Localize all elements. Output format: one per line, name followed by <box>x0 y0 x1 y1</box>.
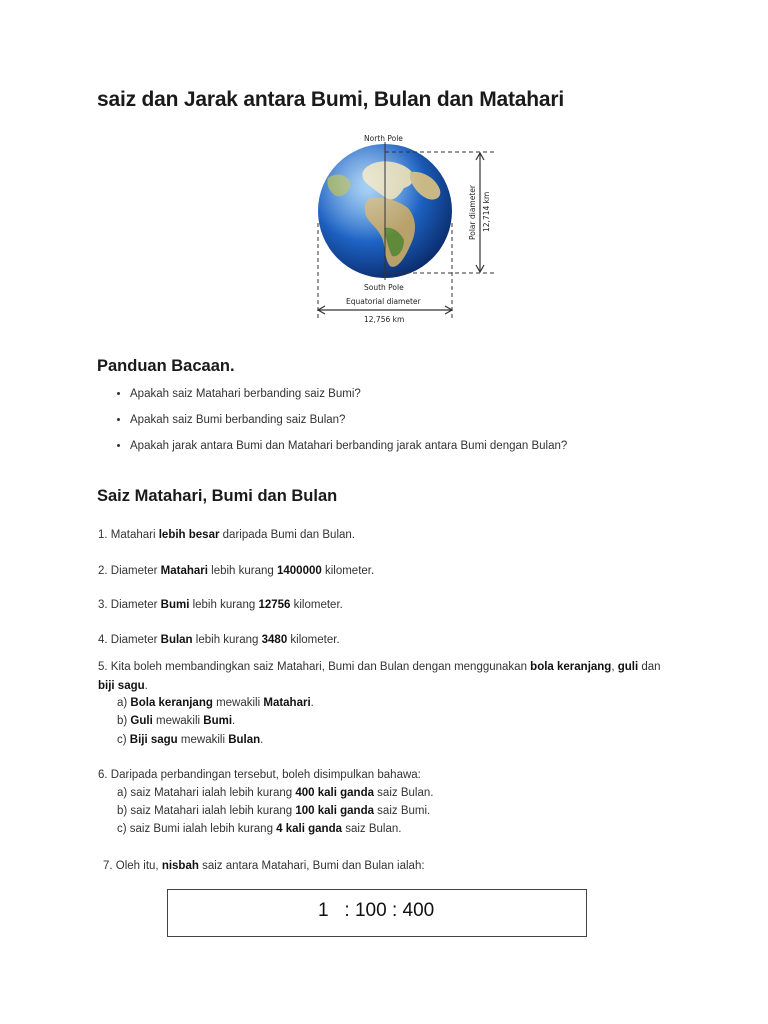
bold-text: Bumi <box>160 599 190 611</box>
equatorial-label: Equatorial diameter <box>346 297 421 306</box>
bold-text: 400 kali ganda <box>295 787 374 799</box>
polar-value: 12,714 km <box>482 191 491 232</box>
list-item: • Apakah saiz Matahari berbanding saiz Bumi? <box>130 388 712 400</box>
paragraph-5a <box>117 697 314 709</box>
ratio-text: 1 : 100 : 400 <box>318 900 435 921</box>
bold-text: lebih besar <box>158 529 220 541</box>
text: b) saiz Matahari ialah lebih kurang <box>117 805 296 817</box>
text: . <box>232 715 236 727</box>
paragraph-5-cont <box>98 680 148 692</box>
paragraph-5c <box>117 734 263 746</box>
ratio-box <box>167 889 587 937</box>
bold-text: Bumi <box>203 715 233 727</box>
text: kilometer. <box>287 634 340 646</box>
bold-text: biji sagu <box>98 680 145 692</box>
text: a) <box>117 697 131 709</box>
paragraph-5b <box>117 715 235 727</box>
bold-text: Bola keranjang <box>130 697 213 709</box>
paragraph-6b <box>117 805 430 817</box>
bold-text: Matahari <box>263 697 311 709</box>
text: , <box>611 661 618 673</box>
text: dan <box>638 661 661 673</box>
bold-text: bola keranjang <box>530 661 612 673</box>
text: 4. Diameter <box>98 634 161 646</box>
text: c) <box>117 734 130 746</box>
bold-text: 100 kali ganda <box>295 805 374 817</box>
south-pole-label: South Pole <box>364 283 404 292</box>
bold-text: 3480 <box>261 634 288 646</box>
bold-text: 12756 <box>258 599 291 611</box>
polar-label: Polar diameter <box>468 185 477 240</box>
north-pole-label: North Pole <box>364 134 403 143</box>
paragraph-6c <box>117 823 401 835</box>
guide-list-container <box>112 388 712 466</box>
text: mewakili <box>212 697 264 709</box>
paragraph-2 <box>98 565 374 577</box>
bold-text: 1400000 <box>276 565 322 577</box>
text: mewakili <box>177 734 229 746</box>
bold-text: Biji sagu <box>129 734 178 746</box>
bold-text: guli <box>617 661 639 673</box>
text: c) saiz Bumi ialah lebih kurang <box>117 823 277 835</box>
text: . <box>310 697 314 709</box>
earth-diagram <box>300 128 510 328</box>
text: kilometer. <box>321 565 375 577</box>
paragraph-5 <box>98 661 661 673</box>
paragraph-6a <box>117 787 433 799</box>
paragraph-7 <box>103 860 425 872</box>
section-heading: Saiz Matahari, Bumi dan Bulan <box>97 487 338 505</box>
equatorial-value: 12,756 km <box>364 315 405 324</box>
paragraph-6: 6. Daripada perbandingan tersebut, boleh disimpulkan bahawa: <box>98 769 421 781</box>
text: saiz antara Matahari, Bumi dan Bulan ialah: <box>198 860 425 872</box>
text: lebih kurang <box>192 634 262 646</box>
text: saiz Bumi. <box>373 805 431 817</box>
text: . <box>144 680 148 692</box>
paragraph-3 <box>98 599 343 611</box>
text: mewakili <box>152 715 204 727</box>
list-item: • Apakah saiz Bumi berbanding saiz Bulan? <box>130 414 712 426</box>
bold-text: Guli <box>130 715 153 727</box>
text: lebih kurang <box>207 565 277 577</box>
paragraph-1 <box>98 529 355 541</box>
text: 5. Kita boleh membandingkan saiz Matahari, Bumi dan Bulan dengan menggunakan <box>98 661 531 673</box>
text: 1. Matahari <box>98 529 159 541</box>
guide-heading: Panduan Bacaan. <box>97 357 235 375</box>
page-title: saiz dan Jarak antara Bumi, Bulan dan Matahari <box>97 88 564 111</box>
guide-list <box>112 388 712 452</box>
text: b) <box>117 715 131 727</box>
list-item: • Apakah jarak antara Bumi dan Matahari berbanding jarak antara Bumi dengan Bulan? <box>130 440 712 452</box>
text: kilometer. <box>290 599 343 611</box>
bold-text: nisbah <box>161 860 199 872</box>
text: 2. Diameter <box>98 565 161 577</box>
text: daripada Bumi dan Bulan. <box>219 529 355 541</box>
bold-text: 4 kali ganda <box>276 823 343 835</box>
bold-text: Matahari <box>160 565 208 577</box>
text: . <box>260 734 264 746</box>
text: 3. Diameter <box>98 599 161 611</box>
bold-text: Bulan <box>160 634 193 646</box>
text: a) saiz Matahari ialah lebih kurang <box>117 787 296 799</box>
text: lebih kurang <box>189 599 259 611</box>
text: saiz Bulan. <box>373 787 434 799</box>
text: 7. Oleh itu, <box>103 860 162 872</box>
text: saiz Bulan. <box>342 823 402 835</box>
bold-text: Bulan <box>228 734 261 746</box>
paragraph-4 <box>98 634 340 646</box>
